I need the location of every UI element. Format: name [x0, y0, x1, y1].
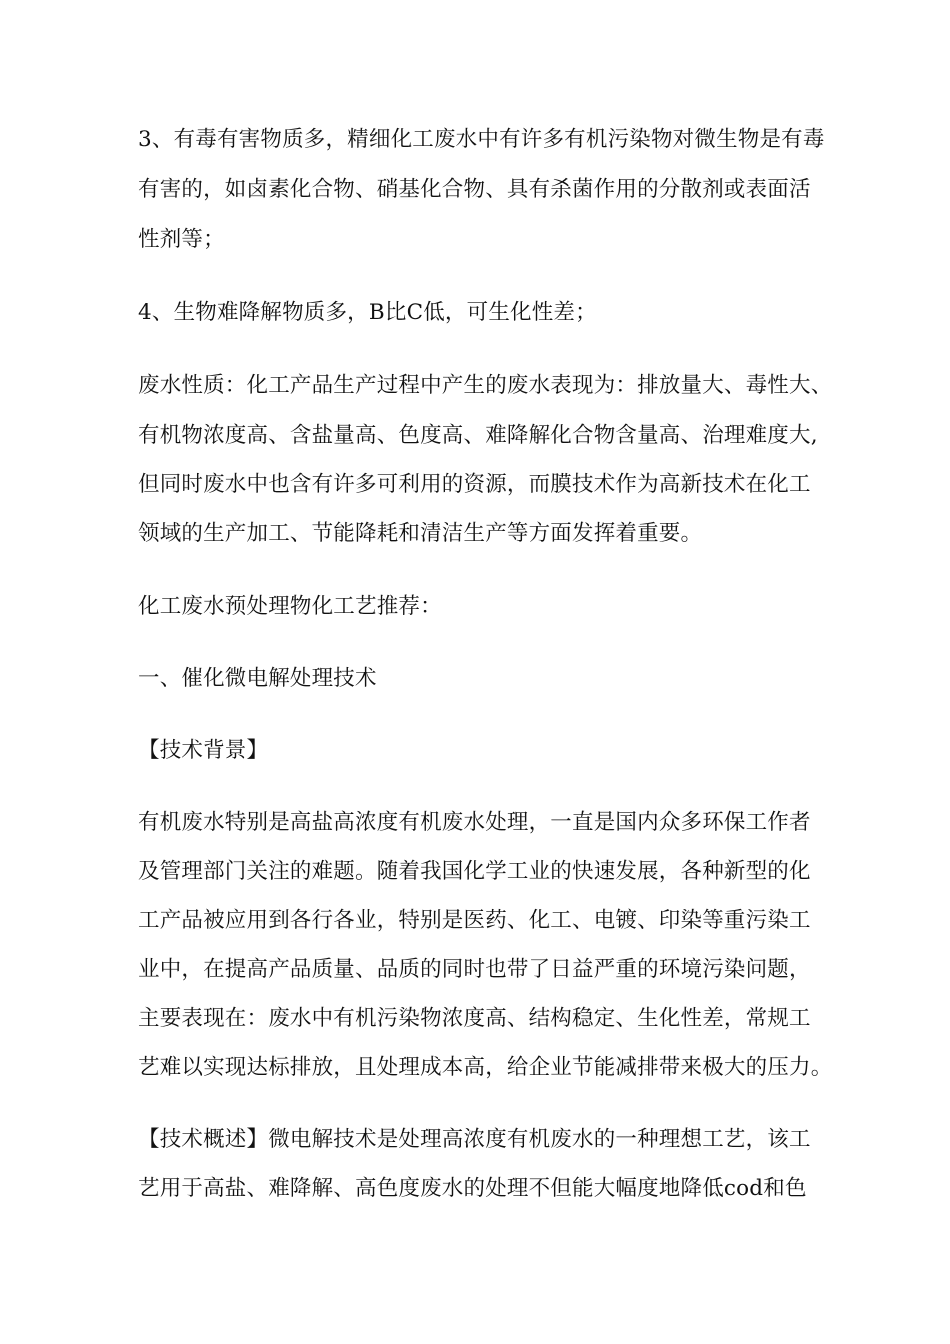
- item-3-line-2: 有害的，如卤素化合物、硝基化合物、具有杀菌作用的分散剂或表面活: [138, 177, 811, 202]
- tech-background-line-6: 艺难以实现达标排放，且处理成本高，给企业节能减排带来极大的压力。: [138, 1055, 833, 1080]
- tech-background-line-2: 及管理部门关注的难题。随着我国化学工业的快速发展，各种新型的化: [138, 859, 811, 884]
- tech-overview-line-2: 艺用于高盐、难降解、高色度废水的处理不但能大幅度地降低cod和色: [138, 1176, 807, 1201]
- tech-background-line-1: 有机废水特别是高盐高浓度有机废水处理，一直是国内众多环保工作者: [138, 810, 811, 835]
- wastewater-properties-line-3: 但同时废水中也含有许多可利用的资源，而膜技术作为高新技术在化工: [138, 472, 811, 497]
- section-1-heading: 一、催化微电解处理技术: [138, 666, 377, 691]
- process-recommendation-line: 化工废水预处理物化工艺推荐：: [138, 594, 442, 619]
- item-3-line-1: 3、有毒有害物质多，精细化工废水中有许多有机污染物对微生物是有毒: [138, 127, 825, 152]
- wastewater-properties-line-1: 废水性质：化工产品生产过程中产生的废水表现为：排放量大、毒性大、: [138, 373, 833, 398]
- tech-background-line-5: 主要表现在：废水中有机污染物浓度高、结构稳定、生化性差，常规工: [138, 1006, 811, 1031]
- tech-background-line-3: 工产品被应用到各行各业，特别是医药、化工、电镀、印染等重污染工: [138, 908, 811, 933]
- item-3-line-3: 性剂等；: [138, 227, 225, 252]
- tech-background-heading: 【技术背景】: [138, 738, 269, 763]
- wastewater-properties-line-2: 有机物浓度高、含盐量高、色度高、难降解化合物含量高、治理难度大,: [138, 423, 818, 448]
- tech-overview-line-1: 【技术概述】微电解技术是处理高浓度有机废水的一种理想工艺，该工: [138, 1127, 811, 1152]
- tech-background-line-4: 业中，在提高产品质量、品质的同时也带了日益严重的环境污染问题，: [138, 957, 811, 982]
- wastewater-properties-line-4: 领域的生产加工、节能降耗和清洁生产等方面发挥着重要。: [138, 521, 703, 546]
- item-4-line-1: 4、生物难降解物质多，B比C低，可生化性差；: [138, 300, 597, 325]
